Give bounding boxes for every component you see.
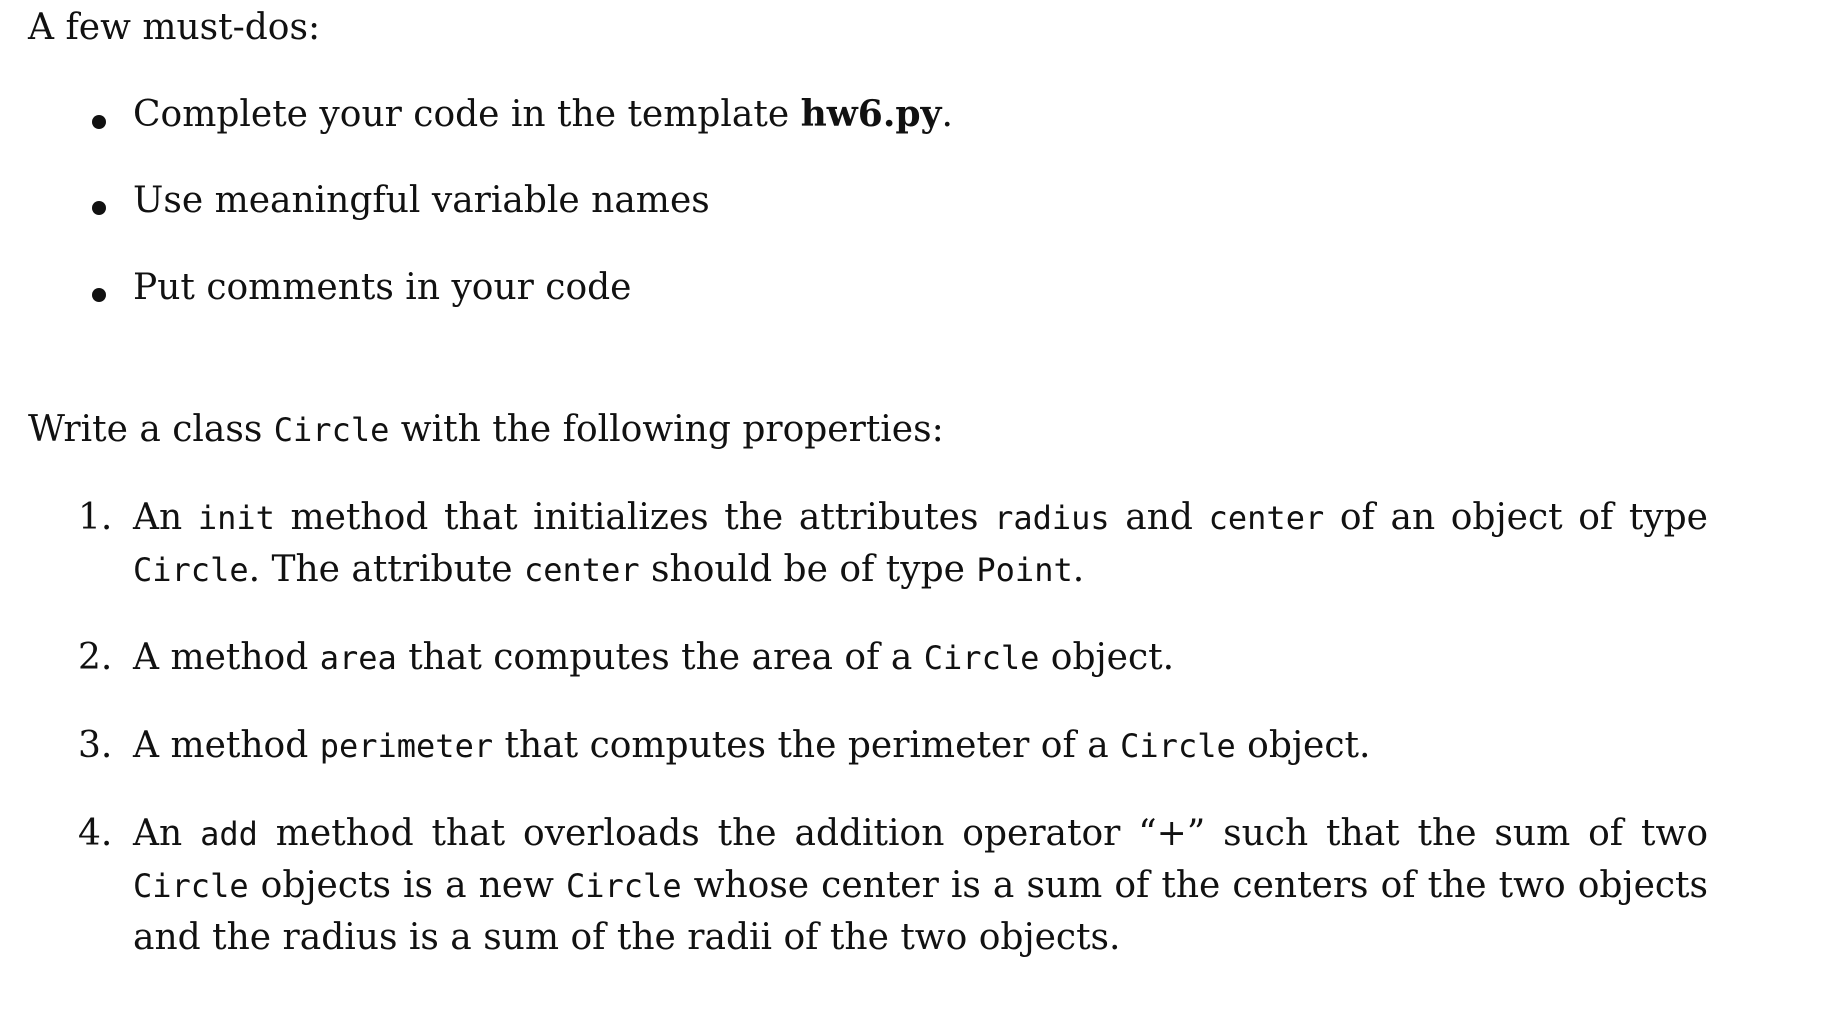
task-lead-text: Write a class [28, 409, 274, 450]
template-filename: hw6.py [800, 93, 942, 135]
must-do-text: . [941, 94, 953, 135]
item-text: of an object of type [1324, 497, 1708, 538]
property-item-2 [133, 637, 1175, 678]
property-item-4-line-2 [133, 865, 1708, 906]
code-area: area [319, 639, 397, 677]
code-point: Point [976, 551, 1073, 589]
must-do-text: Complete your code in the template [133, 94, 801, 135]
bullet-dot-icon [92, 201, 106, 215]
code-circle: Circle [133, 867, 249, 905]
item-text: that computes the perimeter of a [493, 725, 1121, 766]
item-text: An [133, 813, 201, 854]
item-text: and [1109, 497, 1209, 538]
item-text: object. [1039, 637, 1175, 678]
item-text: method that overloads the addition operator “+” such that the sum of two [257, 813, 1708, 854]
item-text: object. [1235, 725, 1371, 766]
code-circle: Circle [273, 411, 390, 449]
item-text: whose center is a sum of the centers of the two objects [681, 865, 1708, 906]
property-item-4-line-3: and the radius is a sum of the radii of the two objects. [133, 917, 1121, 958]
item-text: should be of type [639, 549, 977, 590]
code-center: center [524, 551, 640, 589]
item-text: An [133, 497, 198, 538]
bullet-dot-icon [92, 288, 106, 302]
item-text: method that initializes the attributes [274, 497, 995, 538]
must-do-item-3: Put comments in your code [133, 267, 632, 308]
item-text: A method [133, 637, 320, 678]
code-circle: Circle [133, 551, 249, 589]
item-text: that computes the area of a [396, 637, 924, 678]
item-text: A method [133, 725, 320, 766]
property-item-1-line-1 [133, 497, 1708, 538]
task-lead [28, 409, 944, 450]
item-number: 3. [78, 725, 113, 766]
code-perimeter: perimeter [319, 727, 494, 765]
property-item-4-line-1 [133, 813, 1708, 854]
code-add: add [200, 815, 258, 853]
must-do-item-2: Use meaningful variable names [133, 180, 710, 221]
intro-heading: A few must-dos: [28, 7, 321, 48]
property-item-3 [133, 725, 1371, 766]
must-do-item-1 [133, 93, 953, 135]
code-init: init [197, 499, 275, 537]
code-center: center [1208, 499, 1325, 537]
item-number: 1. [78, 497, 113, 538]
bullet-dot-icon [92, 115, 106, 129]
code-circle: Circle [923, 639, 1040, 677]
code-circle: Circle [1120, 727, 1236, 765]
task-lead-text: with the following properties: [389, 409, 944, 450]
item-text: objects is a new [248, 865, 566, 906]
item-text: . The attribute [248, 549, 524, 590]
item-number: 2. [78, 637, 113, 678]
item-number: 4. [78, 813, 113, 854]
item-text: . [1072, 549, 1085, 590]
code-circle: Circle [565, 867, 682, 905]
property-item-1-line-2 [133, 549, 1085, 590]
code-radius: radius [994, 499, 1110, 537]
